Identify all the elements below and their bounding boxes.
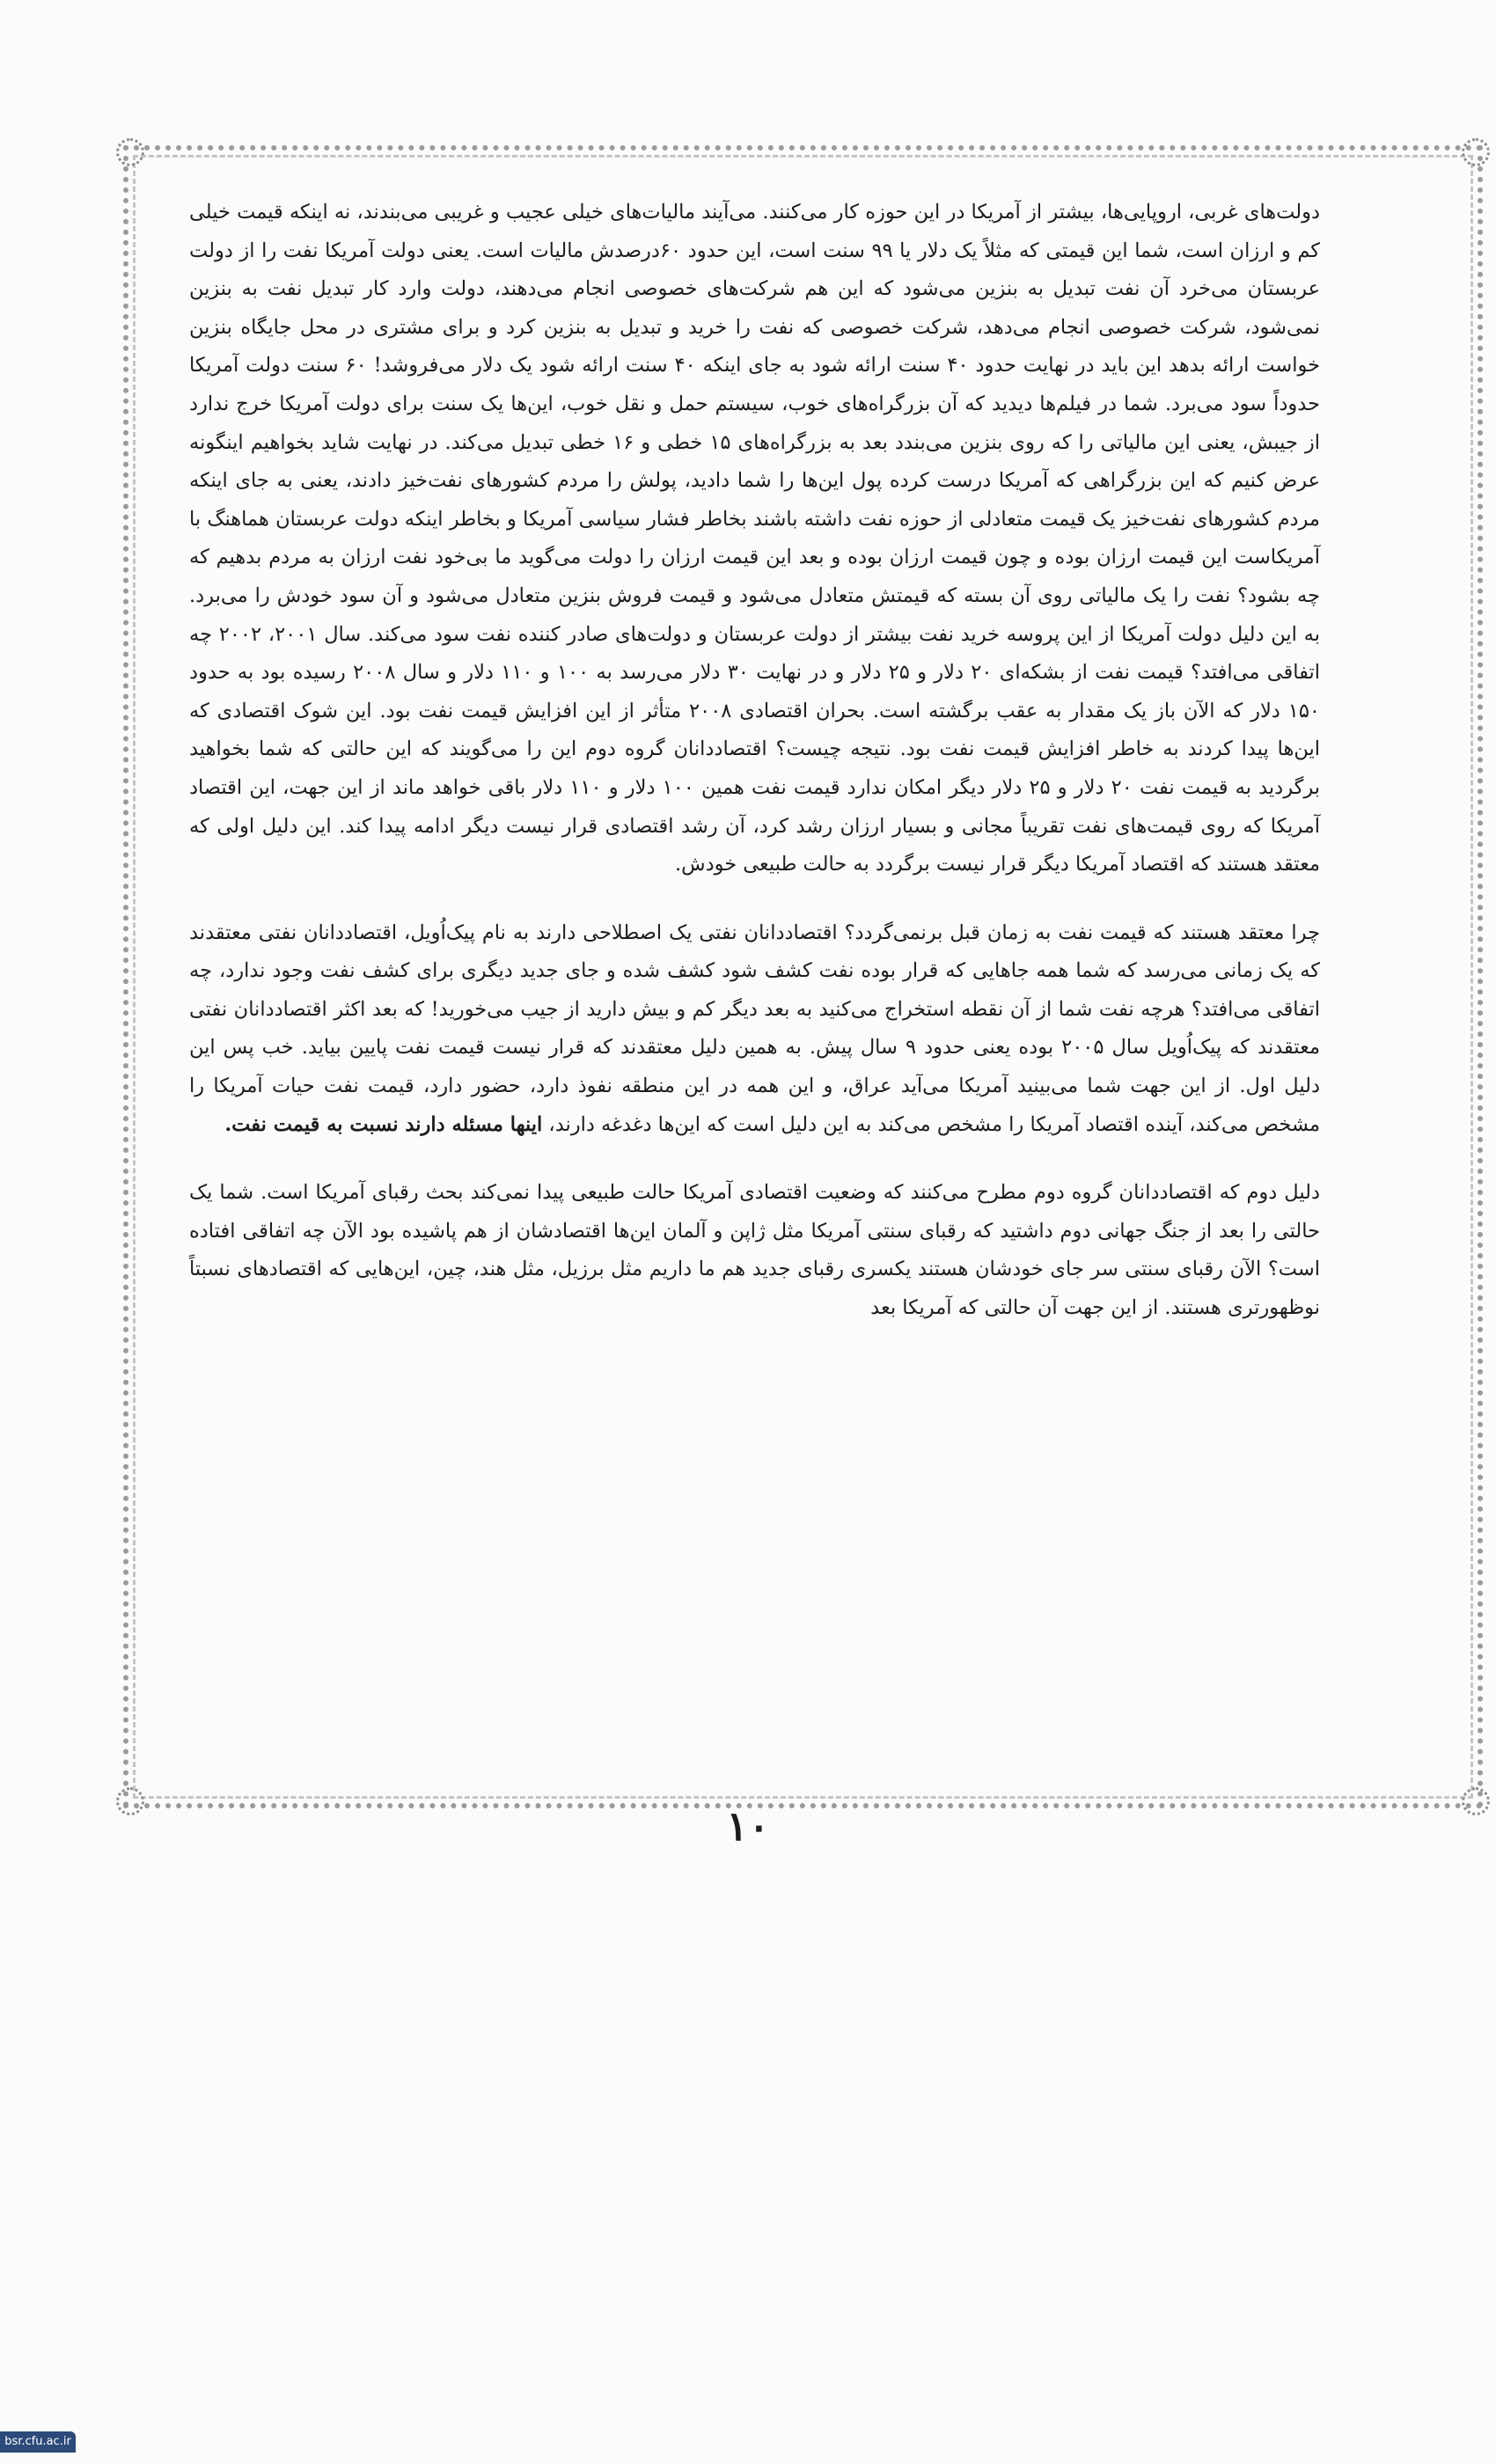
page-number: ۱۰ — [726, 1802, 770, 1850]
paragraph-2-text: چرا معتقد هستند که قیمت نفت به زمان قبل برنمی‌گردد؟ اقتصاددانان نفتی یک اصطلاحی دارند به نام پیک‌اُویل، اقتصاددانان نفتی معتقدند که یک زمانی می‌رسد که شما همه جاهایی که قرار بوده نفت کشف شود کشف شده و جای جدید دیگری برای کشف نفت وجود ندارد، چه اتفاقی می‌افتد؟ هرچه نفت شما از آن نقطه استخراج می‌کنید به بعد دیگر کم و بیش دارید از جیب می‌خورید! که بعد اکثر اقتصاددانان نفتی معتقدند که پیک‌اُویل سال ۲۰۰۵ بوده یعنی حدود ۹ سال پیش. به همین دلیل معتقدند که قرار نیست قیمت نفت پایین بیاید. خب پس این دلیل اول. از این جهت شما می‌بینید آمریکا می‌آید عراق، و این همه در این منطقه نفوذ دارد، حضور دارد، قیمت نفت حیات آمریکا را مشخص می‌کند، آینده اقتصاد آمریکا را مشخص می‌کند به این دلیل است که این‌ها دغدغه دارند، — [189, 920, 1320, 1136]
body-text — [189, 194, 1320, 1328]
paragraph-2 — [189, 914, 1320, 1145]
site-watermark: bsr.cfu.ac.ir — [0, 2431, 76, 2453]
paragraph-3: دلیل دوم که اقتصاددانان گروه دوم مطرح می‌کنند که وضعیت اقتصادی آمریکا حالت طبیعی پیدا نمی‌کند بحث رقبای آمریکا است. شما یک حالتی را بعد از جنگ جهانی دوم داشتید که رقبای سنتی آمریکا مثل ژاپن و آلمان این‌ها اقتصادشان از هم پاشیده بود الآن چه اتفاقی افتاده است؟ الآن رقبای سنتی سر جای خودشان هستند یکسری رقبای جدید هم ما داریم مثل برزیل، مثل هند، چین، این‌هایی که اقتصادهای نسبتاً نوظهورتری هستند. از این جهت آن حالتی که آمریکا بعد — [189, 1181, 1320, 1320]
paragraph-1: دولت‌های غربی، اروپایی‌ها، بیشتر از آمریکا در این حوزه کار می‌کنند. می‌آیند مالیات‌های خیلی عجیب و غریبی می‌بندند، نه اینکه قیمت خیلی کم و ارزان است، شما این قیمتی که مثلاً یک دلار یا ۹۹ سنت است، این حدود ۶۰درصدش مالیات است. یعنی دولت آمریکا نفت را از دولت عربستان می‌خرد آن نفت تبدیل به بنزین می‌شود که این هم شرکت‌های خصوصی انجام می‌دهند، دولت وارد کار تبدیل نفت به بنزین نمی‌شود، شرکت خصوصی انجام می‌دهد، شرکت خصوصی که نفت را خرید و تبدیل به بنزین کرد و برای مشتری در محل جایگاه بنزین خواست ارائه بدهد این باید در نهایت حدود ۴۰ سنت ارائه شود به جای اینکه ۴۰ سنت ارائه شود یک دلار می‌فروشد! ۶۰ سنت دولت آمریکا حدوداً سود می‌برد. شما در فیلم‌ها دیدید که آن بزرگراه‌های خوب، سیستم حمل و نقل خوب، این‌ها یک سنت برای دولت آمریکا خرج ندارد از جیبش، یعنی این مالیاتی را که روی بنزین می‌بندد بعد به بزرگراه‌های ۱۵ خطی و ۱۶ خطی تبدیل می‌کند. در نهایت شاید بخواهیم اینگونه عرض کنیم که این بزرگراهی که آمریکا درست کرده پول این‌ها را شما دادید، پولش را مردم کشورهای نفت‌خیز دادند، یعنی به جای اینکه مردم کشورهای نفت‌خیز یک قیمت متعادلی از حوزه نفت داشته باشند بخاطر فشار سیاسی آمریکا و بخاطر اینکه دولت عربستان هماهنگ با آمریکاست این قیمت ارزان بوده و چون قیمت ارزان بوده و بعد این قیمت ارزان را دولت می‌گوید ما بی‌خود نفت ارزان به مردم بدهیم که چه بشود؟ نفت را یک مالیاتی روی آن بسته که قیمتش متعادل می‌شود و قیمت فروش بنزین متعادل می‌شود و آن سود خودش را می‌برد. به این دلیل دولت آمریکا از این پروسه خرید نفت بیشتر از دولت عربستان و دولت‌های صادر کننده نفت سود می‌کند. سال ۲۰۰۱، ۲۰۰۲ چه اتفاقی می‌افتد؟ قیمت نفت از بشکه‌ای ۲۰ دلار و ۲۵ دلار و در نهایت ۳۰ دلار می‌رسد به ۱۰۰ و ۱۱۰ دلار و سال ۲۰۰۸ رسیده بود به حدود ۱۵۰ دلار که الآن باز یک مقدار به عقب برگشته است. بحران اقتصادی ۲۰۰۸ متأثر از این افزایش قیمت نفت بود. این شوک اقتصادی که این‌ها پیدا کردند به خاطر افزایش قیمت نفت بود. نتیجه چیست؟ اقتصاددانان گروه دوم این را می‌گویند که این حالتی که شما بخواهید برگردید به قیمت نفت ۲۰ دلار و ۲۵ دلار دیگر امکان ندارد قیمت نفت همین ۱۰۰ دلار و ۱۱۰ دلار باقی خواهد ماند از این جهت، این اقتصاد آمریکا که روی قیمت‌های نفت تقریباً مجانی و بسیار ارزان رشد کرد، آن رشد اقتصادی قرار نیست دیگر ادامه پیدا کند. این دلیل اولی که معتقد هستند که اقتصاد آمریکا دیگر قرار نیست برگردد به حالت طبیعی خودش. — [189, 201, 1321, 876]
paragraph-2-bold-tail: اینها مسئله دارند نسبت به قیمت نفت. — [224, 1112, 543, 1136]
border-corner-ornament — [1462, 138, 1490, 166]
border-corner-ornament — [116, 138, 144, 166]
